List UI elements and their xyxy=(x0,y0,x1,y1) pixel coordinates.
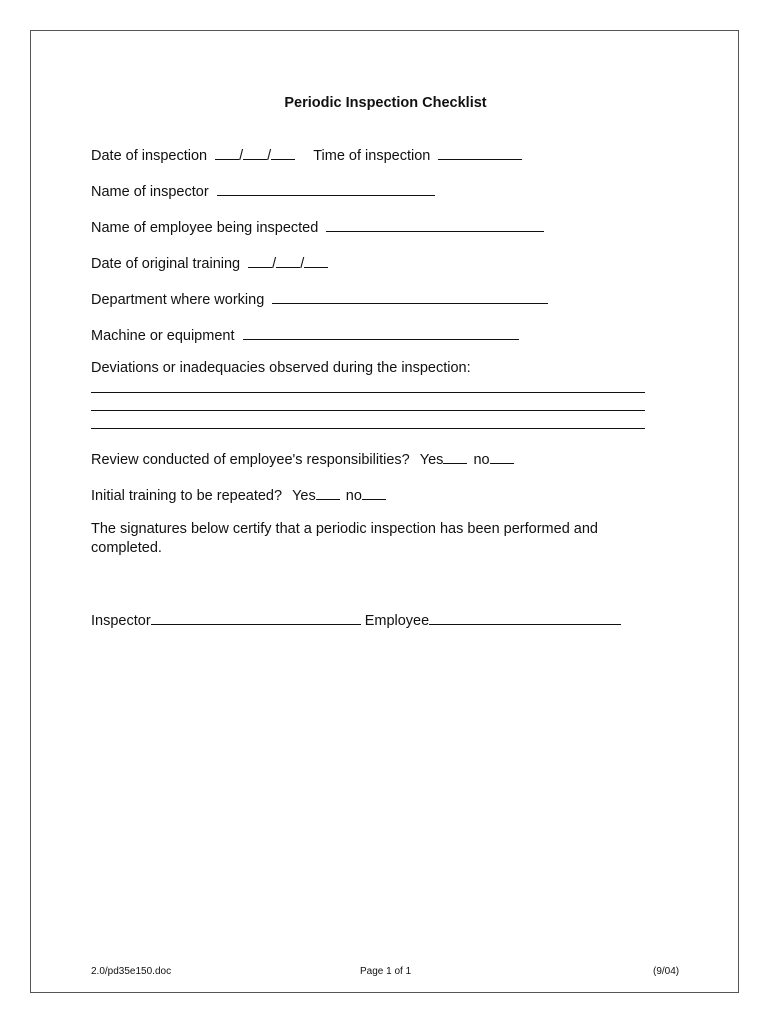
inspection-day-blank[interactable] xyxy=(243,145,267,160)
employee-name-row xyxy=(91,217,544,236)
yes-label: Yes xyxy=(419,452,444,468)
signature-row xyxy=(91,610,621,629)
training-year-blank[interactable] xyxy=(304,253,328,268)
date-time-row xyxy=(91,145,522,164)
training-no-blank[interactable] xyxy=(362,485,386,500)
time-of-inspection-label: Time of inspection xyxy=(313,148,431,164)
training-question: Initial training to be repeated? xyxy=(91,488,283,504)
date-of-inspection-label: Date of inspection xyxy=(91,148,208,164)
name-of-employee-blank[interactable] xyxy=(326,217,544,232)
deviations-label: Deviations or inadequacies observed during the inspection: xyxy=(91,360,471,376)
no-label: no xyxy=(473,452,490,468)
footer-page-number: Page 1 of 1 xyxy=(360,966,412,977)
machine-label: Machine or equipment xyxy=(91,328,235,344)
department-label: Department where working xyxy=(91,292,265,308)
footer-revision: (9/04) xyxy=(653,966,680,977)
inspector-signature-line[interactable] xyxy=(151,610,361,625)
training-repeat-row xyxy=(91,485,386,504)
yes-label: Yes xyxy=(292,488,316,504)
name-of-inspector-blank[interactable] xyxy=(217,181,435,196)
inspection-year-blank[interactable] xyxy=(271,145,295,160)
time-of-inspection-blank[interactable] xyxy=(438,145,522,160)
footer-doc-id: 2.0/pd35e150.doc xyxy=(91,966,172,977)
date-of-training-label: Date of original training xyxy=(91,256,241,272)
training-day-blank[interactable] xyxy=(276,253,300,268)
training-yes-blank[interactable] xyxy=(316,485,340,500)
date-separator: / xyxy=(239,148,244,164)
document-page xyxy=(30,30,739,993)
inspector-name-row xyxy=(91,181,435,200)
inspection-month-blank[interactable] xyxy=(215,145,239,160)
deviations-line[interactable] xyxy=(91,410,645,411)
name-of-inspector-label: Name of inspector xyxy=(91,184,209,200)
date-separator: / xyxy=(267,148,272,164)
date-separator: / xyxy=(300,256,305,272)
employee-signature-label: Employee xyxy=(364,613,430,629)
review-yes-blank[interactable] xyxy=(443,449,467,464)
training-date-row xyxy=(91,253,328,272)
department-row xyxy=(91,289,548,308)
page-title: Periodic Inspection Checklist xyxy=(284,95,487,111)
employee-signature-line[interactable] xyxy=(429,610,621,625)
review-row xyxy=(91,449,514,468)
date-separator: / xyxy=(272,256,277,272)
machine-blank[interactable] xyxy=(243,325,519,340)
no-label: no xyxy=(345,488,362,504)
deviations-line[interactable] xyxy=(91,428,645,429)
machine-row xyxy=(91,325,519,344)
review-no-blank[interactable] xyxy=(490,449,514,464)
certification-text: The signatures below certify that a periodic inspection has been performed and completed. xyxy=(91,521,598,556)
department-blank[interactable] xyxy=(272,289,548,304)
review-question: Review conducted of employee's responsibilities? xyxy=(91,452,410,468)
name-of-employee-label: Name of employee being inspected xyxy=(91,220,319,236)
training-month-blank[interactable] xyxy=(248,253,272,268)
inspector-signature-label: Inspector xyxy=(91,613,151,629)
deviations-line[interactable] xyxy=(91,392,645,393)
